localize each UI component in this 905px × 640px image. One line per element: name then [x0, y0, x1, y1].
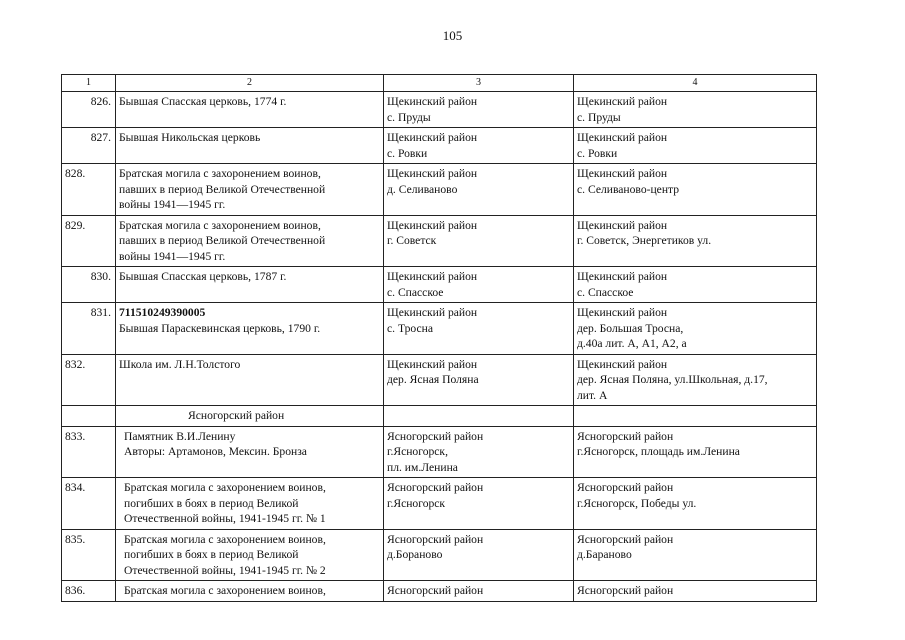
- location-cell: [384, 478, 574, 530]
- section-row: [62, 406, 817, 427]
- location-cell: [384, 92, 574, 128]
- object-name-cell: [116, 267, 384, 303]
- object-name-line: Бывшая Никольская церковь: [119, 131, 261, 144]
- address-line: г. Советск, Энергетиков ул.: [577, 234, 712, 247]
- location-line: Ясногорский район: [387, 584, 484, 597]
- location-cell: [384, 164, 574, 216]
- address-cell: [574, 529, 817, 581]
- address-line: д.40а лит. А, А1, А2, а: [577, 337, 687, 350]
- table-row: [62, 128, 817, 164]
- object-name-cell: [116, 164, 384, 216]
- section-row-group: [62, 406, 817, 427]
- address-cell: [574, 164, 817, 216]
- address-line: с. Ровки: [577, 146, 618, 160]
- location-line: Щекинский район: [387, 306, 478, 319]
- object-name-line: войны 1941—1945 гг.: [119, 198, 226, 211]
- row-number: 832.: [62, 354, 116, 406]
- table-row: [62, 581, 817, 602]
- location-cell: [384, 529, 574, 581]
- address-line: Ясногорский район: [577, 532, 674, 546]
- location-line: д. Селиваново: [387, 182, 458, 196]
- object-name-cell: [116, 478, 384, 530]
- location-line: с. Пруды: [387, 110, 431, 124]
- location-line: Щекинский район: [387, 167, 478, 180]
- table-header: [62, 75, 817, 92]
- table-body-yasnogorsk: [62, 426, 817, 601]
- object-name-cell: [116, 354, 384, 406]
- object-name-line: павших в период Великой Отечественной: [119, 182, 326, 196]
- object-name-line: Братская могила с захоронением воинов,: [124, 532, 326, 546]
- address-line: лит. А: [577, 388, 608, 402]
- table-row: [62, 354, 817, 406]
- location-line: с. Тросна: [387, 321, 433, 335]
- heritage-registry-table: [61, 74, 817, 602]
- address-line: Щекинский район: [577, 167, 668, 180]
- address-line: г.Ясногорск, площадь им.Ленина: [577, 445, 740, 458]
- address-cell: [574, 581, 817, 602]
- address-line: д.Бараново: [577, 548, 632, 561]
- table-row: [62, 215, 817, 267]
- object-name-line: Бывшая Параскевинская церковь, 1790 г.: [119, 321, 321, 335]
- object-name-line: Бывшая Спасская церковь, 1787 г.: [119, 270, 287, 283]
- table-row: [62, 164, 817, 216]
- address-cell: [574, 426, 817, 478]
- row-number: 826.: [62, 92, 116, 128]
- object-name-line: Отечественной войны, 1941-1945 гг. № 2: [124, 563, 326, 577]
- column-header-2: 2: [116, 75, 384, 92]
- location-line: Щекинский район: [387, 218, 478, 232]
- location-line: д.Бораново: [387, 548, 443, 561]
- location-cell: [384, 581, 574, 602]
- column-header-3: 3: [384, 75, 574, 92]
- row-number: 833.: [62, 426, 116, 478]
- location-line: с. Спасское: [387, 285, 444, 299]
- table-body-shchekino: [62, 92, 817, 406]
- header-row: [62, 75, 817, 92]
- location-line: Щекинский район: [387, 95, 478, 108]
- address-line: Ясногорский район: [577, 584, 674, 597]
- address-line: дер. Ясная Поляна, ул.Школьная, д.17,: [577, 373, 768, 386]
- section-row-empty-cell: [384, 406, 574, 427]
- address-cell: [574, 92, 817, 128]
- address-line: Щекинский район: [577, 306, 668, 319]
- object-name-line: Братская могила с захоронением воинов,: [124, 584, 326, 597]
- location-line: дер. Ясная Поляна: [387, 373, 479, 386]
- location-line: Щекинский район: [387, 131, 478, 144]
- address-line: дер. Большая Тросна,: [577, 321, 684, 335]
- object-name-cell: [116, 581, 384, 602]
- object-name-line: Памятник В.И.Ленину: [124, 429, 236, 443]
- address-cell: [574, 128, 817, 164]
- row-number: 834.: [62, 478, 116, 530]
- address-line: Щекинский район: [577, 218, 668, 232]
- address-line: г.Ясногорск, Победы ул.: [577, 496, 697, 510]
- table-row: [62, 426, 817, 478]
- location-line: Щекинский район: [387, 357, 478, 371]
- table-row: [62, 92, 817, 128]
- location-line: г.Ясногорск: [387, 496, 446, 510]
- address-line: Щекинский район: [577, 131, 668, 144]
- row-number: 830.: [62, 267, 116, 303]
- row-number: 827.: [62, 128, 116, 164]
- object-name-cell: [116, 92, 384, 128]
- location-cell: [384, 354, 574, 406]
- object-name-cell: [116, 215, 384, 267]
- page-number: 105: [442, 28, 463, 43]
- object-name-cell: [116, 529, 384, 581]
- location-line: пл. им.Ленина: [387, 460, 458, 474]
- object-name-line: погибших в боях в период Великой: [124, 496, 299, 510]
- location-line: г. Советск: [387, 234, 437, 247]
- row-number: 835.: [62, 529, 116, 581]
- table-row: [62, 478, 817, 530]
- row-number: 828.: [62, 164, 116, 216]
- table-row: [62, 267, 817, 303]
- object-name-line: Авторы: Артамонов, Мексин. Бронза: [124, 445, 307, 458]
- address-line: Щекинский район: [577, 95, 668, 108]
- object-name-line: Школа им. Л.Н.Толстого: [119, 357, 241, 371]
- object-name-cell: [116, 426, 384, 478]
- location-line: Ясногорский район: [387, 429, 484, 443]
- location-cell: [384, 128, 574, 164]
- location-line: с. Ровки: [387, 146, 428, 160]
- address-line: с. Пруды: [577, 110, 621, 124]
- location-line: Ясногорский район: [387, 532, 484, 546]
- object-name-line: Братская могила с захоронением воинов,: [124, 481, 326, 494]
- address-line: Ясногорский район: [577, 429, 674, 443]
- table-row: [62, 529, 817, 581]
- address-line: Щекинский район: [577, 357, 668, 371]
- location-cell: [384, 267, 574, 303]
- object-name-line: войны 1941—1945 гг.: [119, 249, 226, 263]
- address-cell: [574, 267, 817, 303]
- column-header-1: 1: [62, 75, 116, 92]
- section-title: Ясногорский район: [116, 406, 384, 427]
- address-cell: [574, 215, 817, 267]
- section-row-empty-cell: [574, 406, 817, 427]
- row-number: 831.: [62, 303, 116, 355]
- column-header-4: 4: [574, 75, 817, 92]
- object-name-cell: [116, 303, 384, 355]
- address-line: Щекинский район: [577, 270, 668, 283]
- location-line: Щекинский район: [387, 270, 478, 283]
- object-name-line: Братская могила с захоронением воинов,: [119, 167, 321, 180]
- table-row: [62, 303, 817, 355]
- object-name-line: Братская могила с захоронением воинов,: [119, 218, 321, 232]
- location-cell: [384, 426, 574, 478]
- address-line: Ясногорский район: [577, 481, 674, 494]
- location-line: г.Ясногорск,: [387, 445, 448, 458]
- address-cell: [574, 354, 817, 406]
- registration-code: 711510249390005: [119, 306, 206, 319]
- object-name-cell: [116, 128, 384, 164]
- object-name-line: погибших в боях в период Великой: [124, 548, 299, 561]
- section-row-empty-cell: [62, 406, 116, 427]
- row-number: 836.: [62, 581, 116, 602]
- object-name-line: Отечественной войны, 1941-1945 гг. № 1: [124, 512, 326, 525]
- location-line: Ясногорский район: [387, 481, 484, 494]
- location-cell: [384, 303, 574, 355]
- object-name-line: Бывшая Спасская церковь, 1774 г.: [119, 95, 287, 108]
- address-line: с. Селиваново-центр: [577, 182, 680, 196]
- row-number: 829.: [62, 215, 116, 267]
- location-cell: [384, 215, 574, 267]
- address-line: с. Спасское: [577, 285, 634, 299]
- object-name-line: павших в период Великой Отечественной: [119, 234, 326, 247]
- address-cell: [574, 478, 817, 530]
- address-cell: [574, 303, 817, 355]
